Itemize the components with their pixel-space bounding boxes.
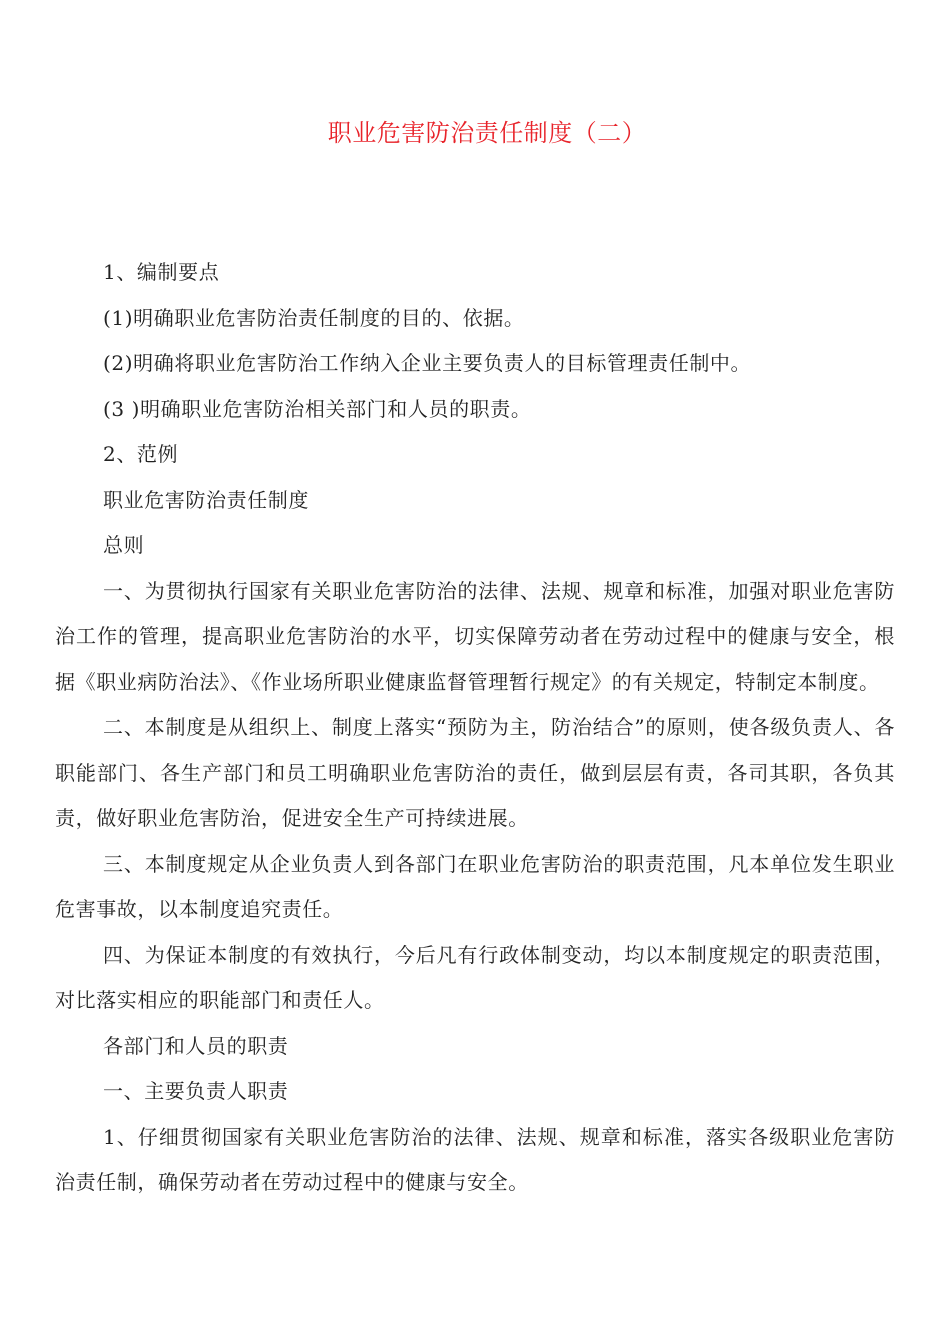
paragraph-article-2: 二、本制度是从组织上、制度上落实“预防为主，防治结合”的原则，使各级负责人、各职能部门、各生产部门和员工明确职业危害防治的责任，做到层层有责，各司其职，各负其责，做好职业危害防治，促进安全生产可持续进展。 (55, 715, 895, 830)
paragraph-duty-1: 1、仔细贯彻国家有关职业危害防治的法律、法规、规章和标准，落实各级职业危害防治责任制，确保劳动者在劳动过程中的健康与安全。 (55, 1124, 895, 1194)
heading-example: 2、范例 (103, 442, 179, 466)
list-item-2: (2)明确将职业危害防治工作纳入企业主要负责人的目标管理责任制中。 (103, 351, 752, 375)
heading-compilation-points: 1、编制要点 (103, 260, 220, 284)
heading-general-provisions: 总则 (103, 533, 145, 557)
list-item-3: (3 )明确职业危害防治相关部门和人员的职责。 (103, 396, 532, 421)
document-title: 职业危害防治责任制度（二） (327, 119, 647, 147)
heading-department-duties: 各部门和人员的职责 (103, 1033, 289, 1058)
paragraph-article-1: 一、为贯彻执行国家有关职业危害防治的法律、法规、规章和标准，加强对职业危害防治工作的管理，提高职业危害防治的水平，切实保障劳动者在劳动过程中的健康与安全，根据《职业病防治法》、《作业场所职业健康监督管理暂行规定》的有关规定，特制定本制度。 (55, 578, 895, 694)
document-body (55, 250, 895, 1206)
paragraph-article-3: 三、本制度规定从企业负责人到各部门在职业危害防治的职责范围，凡本单位发生职业危害事故，以本制度追究责任。 (55, 851, 895, 921)
heading-principal-duties: 一、主要负责人职责 (103, 1079, 289, 1103)
list-item-1: (1)明确职业危害防治责任制度的目的、依据。 (103, 305, 525, 330)
paragraph-article-4: 四、为保证本制度的有效执行，今后凡有行政体制变动，均以本制度规定的职责范围，对比落实相应的职能部门和责任人。 (55, 942, 895, 1012)
heading-system-name: 职业危害防治责任制度 (103, 487, 309, 512)
